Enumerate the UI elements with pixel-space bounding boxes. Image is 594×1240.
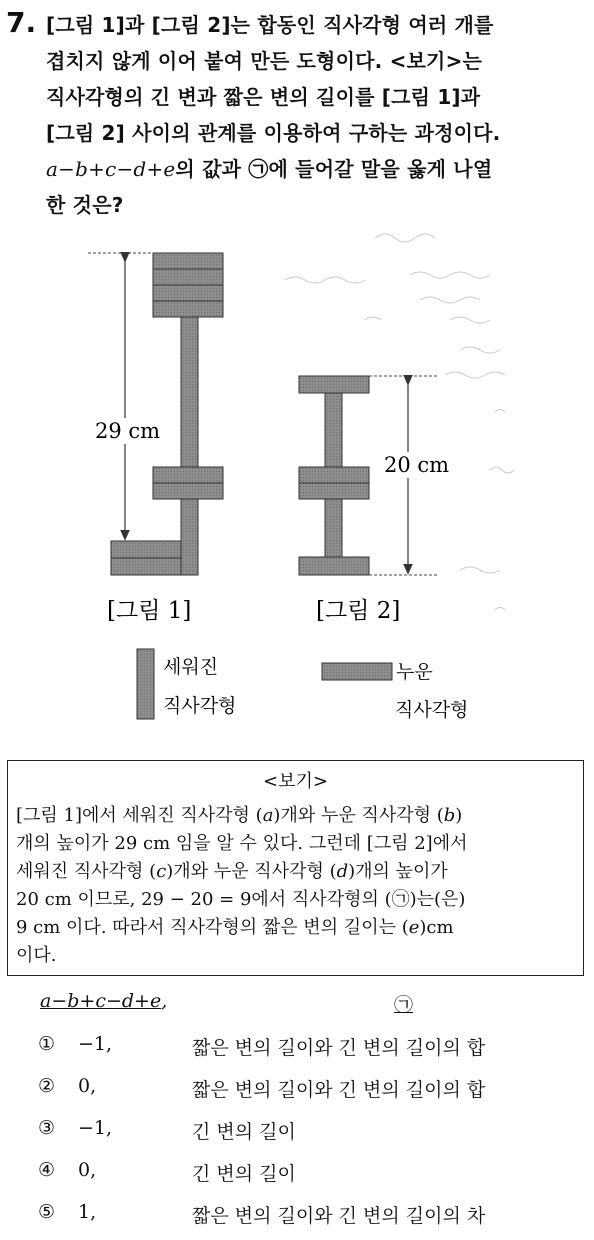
option-1[interactable]: ① −1, 짧은 변의 길이와 긴 변의 길이의 합	[38, 1033, 486, 1059]
legend-horizontal-label-1: 누운	[396, 661, 433, 683]
option-3[interactable]: ③ −1, 긴 변의 길이	[38, 1117, 296, 1143]
question-number: 7.	[6, 6, 37, 39]
answer-header-symbol: ㉠	[394, 994, 414, 1016]
fig1-horizontal-rect-4	[153, 301, 223, 317]
fig1-horizontal-rect-7	[111, 541, 181, 558]
fig1-caption: [그림 1]	[107, 598, 192, 624]
fig1-horizontal-rect-1	[153, 253, 223, 269]
legend-horizontal-label-2: 직사각형	[395, 699, 469, 721]
handwriting-marks	[285, 234, 514, 610]
fig2-horizontal-rect-4	[299, 557, 369, 575]
variable-e: e	[408, 917, 420, 938]
question-line-2: 겹치지 않게 이어 붙여 만든 도형이다. <보기>는	[46, 49, 483, 73]
fig1-horizontal-rect-8	[111, 558, 181, 575]
answer-header-expression: a−b+c−d+e,	[40, 990, 168, 1012]
legend-vertical-swatch	[137, 649, 154, 719]
legend-horizontal-swatch	[322, 663, 392, 680]
bogi-title: <보기>	[263, 771, 328, 792]
option-4[interactable]: ④ 0, 긴 변의 길이	[38, 1159, 296, 1185]
question-line-6: 한 것은?	[46, 193, 124, 217]
option-2[interactable]: ② 0, 짧은 변의 길이와 긴 변의 길이의 합	[38, 1075, 486, 1101]
variable-d: d	[336, 861, 349, 882]
variable-c: c	[156, 861, 167, 882]
fig1-horizontal-rect-6	[153, 483, 223, 499]
fig2-horizontal-rect-2	[299, 467, 369, 483]
question-line-3: 직사각형의 긴 변과 짧은 변의 길이를 [그림 1]과	[46, 85, 481, 109]
question-line-5-rest: 의 값과 ㉠에 들어갈 말을 옳게 나열	[175, 157, 493, 181]
fig2-horizontal-rect-3	[299, 483, 369, 499]
fig2-horizontal-rect-1	[299, 376, 369, 393]
bogi-line-2: 개의 높이가 29 cm 임을 알 수 있다. 그런데 [그림 2]에서	[16, 833, 468, 854]
bogi-line-3: 세워진 직사각형 (c)개와 누운 직사각형 (d)개의 높이가	[16, 861, 448, 882]
fig1-vertical-rect-2	[181, 499, 198, 575]
option-5[interactable]: ⑤ 1, 짧은 변의 길이와 긴 변의 길이의 차	[38, 1201, 486, 1227]
variable-a: a	[262, 805, 274, 826]
question-line-1: [그림 1]과 [그림 2]는 합동인 직사각형 여러 개를	[46, 13, 494, 37]
bogi-line-6: 이다.	[16, 945, 57, 966]
question-line-4: [그림 2] 사이의 관계를 이용하여 구하는 과정이다.	[46, 121, 501, 145]
bogi-line-4: 20 cm 이므로, 29 − 20 = 9에서 직사각형의 (㉠)는(은)	[16, 889, 466, 910]
fig1-horizontal-rect-3	[153, 285, 223, 301]
fig2-caption: [그림 2]	[316, 598, 401, 624]
fig2-height-label: 20 cm	[384, 453, 450, 477]
question-expression: a−b+c−d+e	[46, 157, 176, 181]
legend-vertical-label-1: 세워진	[163, 656, 219, 678]
bogi-line-1: [그림 1]에서 세워진 직사각형 (a)개와 누운 직사각형 (b)	[16, 805, 463, 826]
fig1-horizontal-rect-2	[153, 269, 223, 285]
fig1-horizontal-rect-5	[153, 467, 223, 483]
fig2-vertical-rect-2	[325, 499, 342, 557]
fig1-height-label: 29 cm	[95, 419, 161, 443]
fig2-vertical-rect-1	[325, 393, 342, 467]
figure-1-shape	[88, 253, 223, 575]
variable-b: b	[443, 805, 456, 826]
bogi-line-5: 9 cm 이다. 따라서 직사각형의 짧은 변의 길이는 (e)cm	[16, 917, 454, 938]
bogi-box	[7, 760, 584, 976]
legend-vertical-label-2: 직사각형	[163, 695, 237, 717]
fig1-vertical-rect-1	[181, 317, 198, 467]
